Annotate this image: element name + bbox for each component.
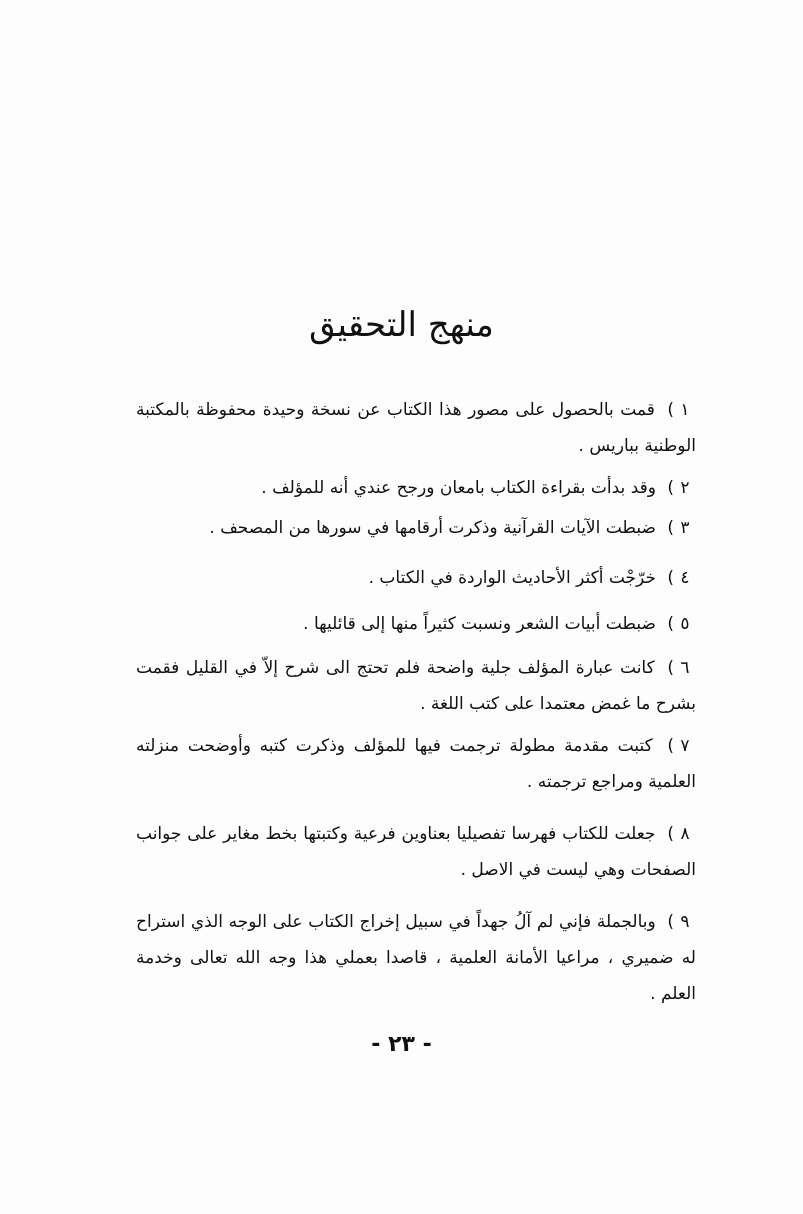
item-text: كتبت مقدمة مطولة ترجمت فيها للمؤلف وذكرت كتبه وأوضحت منزلته العلمية ومراجع ترجمته . — [136, 736, 696, 792]
page-title: منهج التحقيق — [309, 305, 494, 345]
item-number: ٩ — [680, 912, 690, 932]
item-text: وقد بدأت بقراءة الكتاب بامعان ورجح عندي أنه للمؤلف . — [261, 478, 656, 498]
item-text: وبالجملة فإني لم آلُ جهداً في سبيل إخراج الكتاب على الوجه الذي استراح له ضميري ، مراعيا الأمانة العلمية ، قاصدا بعملي هذا وجه الله تعالى وخدمة العلم . — [136, 912, 696, 1004]
item-text: قمت بالحصول على مصور هذا الكتاب عن نسخة وحيدة محفوظة بالمكتبة الوطنية بباريس . — [136, 400, 696, 456]
item-text: ضبطت الآيات القرآنية وذكرت أرقامها في سورها من المصحف . — [209, 518, 656, 538]
item-number: ٧ — [680, 736, 690, 756]
list-item-5: ٥) ضبطت أبيات الشعر ونسبت كثيراً منها إلى قائليها . — [136, 606, 696, 642]
list-item-4: ٤) خرّجْت أكثر الأحاديث الواردة في الكتاب . — [136, 560, 696, 596]
item-text: خرّجْت أكثر الأحاديث الواردة في الكتاب . — [368, 568, 656, 588]
item-text: ضبطت أبيات الشعر ونسبت كثيراً منها إلى قائليها . — [303, 614, 656, 634]
list-item-6: ٦) كانت عبارة المؤلف جلية واضحة فلم تحتج الى شرح إلاّ في القليل فقمت بشرح ما غمض معتمدا على كتب اللغة . — [136, 650, 696, 722]
item-number: ٦ — [680, 658, 690, 678]
item-number: ١ — [680, 400, 690, 420]
item-number: ٥ — [680, 614, 690, 634]
item-number: ٢ — [680, 478, 690, 498]
item-number: ٨ — [680, 824, 690, 844]
list-item-1: ١) قمت بالحصول على مصور هذا الكتاب عن نسخة وحيدة محفوظة بالمكتبة الوطنية بباريس . — [136, 392, 696, 464]
list-item-2: ٢) وقد بدأت بقراءة الكتاب بامعان ورجح عندي أنه للمؤلف . — [136, 470, 696, 506]
list-item-7: ٧) كتبت مقدمة مطولة ترجمت فيها للمؤلف وذكرت كتبه وأوضحت منزلته العلمية ومراجع ترجمته . — [136, 728, 696, 800]
list-item-3: ٣) ضبطت الآيات القرآنية وذكرت أرقامها في سورها من المصحف . — [136, 510, 696, 546]
item-text: كانت عبارة المؤلف جلية واضحة فلم تحتج الى شرح إلاّ في القليل فقمت بشرح ما غمض معتمدا على كتب اللغة . — [136, 658, 696, 714]
page-number: - ٢٣ - — [371, 1032, 432, 1057]
item-number: ٤ — [680, 568, 690, 588]
list-item-9: ٩) وبالجملة فإني لم آلُ جهداً في سبيل إخراج الكتاب على الوجه الذي استراح له ضميري ، مراعيا الأمانة العلمية ، قاصدا بعملي هذا وجه الله تعالى وخدمة العلم . — [136, 904, 696, 1012]
item-text: جعلت للكتاب فهرسا تفصيليا بعناوين فرعية وكتبتها بخط مغاير على جوانب الصفحات وهي ليست في الاصل . — [136, 824, 696, 880]
list-item-8: ٨) جعلت للكتاب فهرسا تفصيليا بعناوين فرعية وكتبتها بخط مغاير على جوانب الصفحات وهي ليست في الاصل . — [136, 816, 696, 888]
item-number: ٣ — [680, 518, 690, 538]
